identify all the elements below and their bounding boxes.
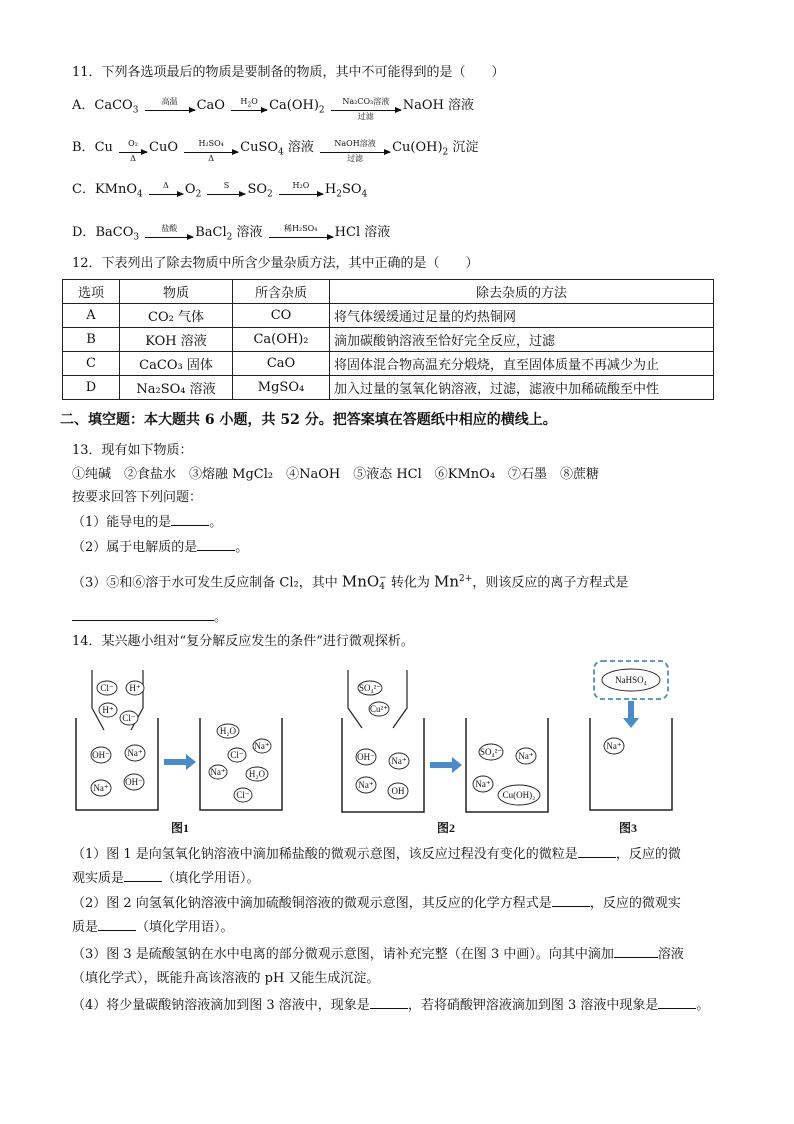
reaction-arrow: Na₂CO₃溶液 过滤 — [331, 101, 401, 111]
reaction-arrow: 盐酸 — [145, 228, 193, 238]
q11-stem: 11．下列各选项最后的物质是要制备的物质，其中不可能得到的是（ ） — [72, 65, 505, 80]
ion-label: NaHSO₄ — [615, 675, 647, 685]
ion-label: Na⁺ — [358, 780, 374, 790]
figure-caption: 图2 — [436, 821, 456, 835]
q14-part3: （3）图 3 是硫酸氢钠在水中电离的部分微观示意图，请补充完整（在图 3 中画）。向其中滴加 溶液 — [72, 947, 684, 962]
table-cell: Ca(OH)₂ — [233, 328, 330, 352]
table-header-cell: 所含杂质 — [233, 280, 330, 304]
answer-blank[interactable] — [658, 996, 696, 1009]
arrow-down-icon — [623, 701, 639, 728]
q13-instruction: 按要求回答下列问题： — [72, 490, 203, 505]
ion-label: OH⁻ — [357, 752, 375, 762]
table-cell: 将气体缓缓通过足量的灼热铜网 — [330, 304, 714, 328]
ion-label: H⁺ — [129, 683, 141, 693]
reaction-arrow: NaOH溶液 过滤 — [320, 143, 390, 153]
answer-blank[interactable] — [124, 869, 162, 882]
ion-label: Cl⁻ — [236, 790, 250, 800]
ion-label: Cl⁻ — [122, 713, 136, 723]
reaction-arrow: 高温 — [145, 101, 195, 111]
ion-label: OH⁻ — [125, 777, 143, 787]
ion-label: Na⁺ — [127, 748, 143, 758]
fig1-left-beaker — [76, 670, 158, 810]
table-cell: 将固体混合物高温充分煅烧，直至固体质量不再减少为止 — [330, 352, 714, 376]
ion-label: OH⁻ — [92, 750, 110, 760]
ion-label: Cl⁻ — [230, 750, 244, 760]
fig2-left-beaker — [342, 670, 424, 812]
reaction-arrow: Δ — [149, 185, 183, 195]
ion-label: Na⁺ — [606, 741, 622, 751]
answer-blank[interactable] — [72, 608, 214, 621]
arrow-right-icon — [430, 757, 462, 773]
table-cell: CO — [233, 304, 330, 328]
q11-option-c: C．KMnO$_4$ Δ $O_2$ S $SO_2$ H₂O $H_2SO_4$ — [72, 180, 368, 200]
table-cell: 加入过量的氢氧化钠溶液，过滤，滤液中加稀硫酸至中性 — [330, 376, 714, 400]
table-cell: MgSO₄ — [233, 376, 330, 400]
table-cell: CO₂ 气体 — [120, 304, 233, 328]
q13-stem: 13．现有如下物质： — [72, 443, 193, 458]
reaction-arrow: $H_2O$ — [231, 101, 267, 111]
answer-blank[interactable] — [171, 513, 209, 526]
ion-label: Cu(OH)₂ — [502, 790, 536, 800]
ion-label: Na⁺ — [254, 741, 270, 751]
ion-label: H₂O — [248, 769, 266, 779]
fig3-beaker — [590, 718, 672, 810]
table-row — [63, 352, 714, 376]
table-cell: A — [63, 304, 120, 328]
table-cell: CaO — [233, 352, 330, 376]
ion-label: Na⁺ — [475, 779, 491, 789]
ion-label: Na⁺ — [518, 751, 534, 761]
ion-label: Cu²⁺ — [370, 704, 388, 714]
ion-label: H₂O — [219, 726, 237, 736]
answer-blank[interactable] — [578, 845, 616, 858]
reaction-arrow: $\frac{\text{H₂SO₄}}{\Delta}$ — [184, 143, 238, 153]
table-header-cell: 物质 — [120, 280, 233, 304]
ion-label: Na⁺ — [391, 756, 407, 766]
reaction-arrow: H₂O — [279, 185, 323, 195]
reaction-arrow: S — [207, 185, 245, 195]
section-heading: 二、填空题：本大题共 6 小题，共 52 分。把答案填在答题纸中相应的横线上。 — [60, 412, 557, 428]
answer-blank[interactable] — [614, 945, 658, 958]
ion-label: Na⁺ — [93, 783, 109, 793]
q13-part3-answer: 。 — [72, 608, 227, 627]
table-row — [63, 304, 714, 328]
ion-label: Na⁺ — [210, 767, 226, 777]
answer-blank[interactable] — [370, 996, 408, 1009]
arrow-right-icon — [164, 754, 196, 770]
ion-label: H⁺ — [102, 705, 114, 715]
q14-part1-cont: 观实质是 （填化学用语）。 — [72, 871, 260, 886]
answer-blank[interactable] — [552, 894, 590, 907]
table-header-row — [63, 280, 714, 304]
q14-part2: （2）图 2 向氢氧化钠溶液中滴加硫酸铜溶液的微观示意图，其反应的化学方程式是 ，反应的微观实 — [72, 896, 681, 911]
q14-part1: （1）图 1 是向氢氧化钠溶液中滴加稀盐酸的微观示意图，该反应过程没有变化的微粒是 ，反应的微 — [72, 847, 681, 862]
q11-option-a: A．CaCO$_3$ 高温 CaO $H_2O$ $Ca(OH)_2$ Na₂CO₃溶液 过滤 NaOH 溶液 — [72, 96, 475, 121]
table-cell: C — [63, 352, 120, 376]
table-cell: D — [63, 376, 120, 400]
q11-option-b: B．Cu $\frac{\text{O₂}}{\Delta}$ CuO $\frac{\text{H₂SO₄}}{\Delta}$ CuSO$_4$ 溶液 NaOH溶液 过滤 $Cu(OH)_2$ 沉淀 — [72, 138, 479, 163]
table-cell: 滴加碳酸钠溶液至恰好完全反应，过滤 — [330, 328, 714, 352]
figure-caption: 图1 — [170, 821, 190, 835]
ion-label: Cl⁻ — [100, 683, 114, 693]
impurity-table — [62, 279, 714, 400]
ion-label: SO₄²⁻ — [358, 683, 382, 693]
q14-part2-cont: 质是 （填化学用语）。 — [72, 920, 234, 935]
q11-option-d: D．BaCO$_3$ 盐酸 BaCl$_2$ 溶液 稀H₂SO₄ HCl 溶液 — [72, 223, 391, 243]
q12-stem: 12．下表列出了除去物质中所含少量杂质方法，其中正确的是（ ） — [72, 256, 479, 271]
reaction-arrow: 稀H₂SO₄ — [269, 228, 333, 238]
q13-part1: （1）能导电的是 。 — [72, 515, 223, 530]
q14-part4: （4）将少量碳酸钠溶液滴加到图 3 溶液中，现象是 ，若将硝酸钾溶液滴加到图 3 溶液中现象是 。 — [72, 998, 710, 1013]
table-cell: CaCO₃ 固体 — [120, 352, 233, 376]
q13-part3: （3）⑤和⑥溶于水可发生反应制备 Cl₂，其中 MnO − 4 转化为 $Mn^{2+}$，则该反应的离子方程式是 — [72, 572, 629, 592]
table-cell: Na₂SO₄ 溶液 — [120, 376, 233, 400]
q13-part2: （2）属于电解质的是 。 — [72, 540, 249, 555]
table-cell: KOH 溶液 — [120, 328, 233, 352]
q14-figures — [0, 655, 794, 840]
table-header-cell: 选项 — [63, 280, 120, 304]
q14-stem: 14．某兴趣小组对“复分解反应发生的条件”进行微观探析。 — [72, 634, 414, 649]
ion-label: SO₄²⁻ — [479, 747, 503, 757]
figure-caption: 图3 — [618, 821, 638, 835]
reaction-arrow: $\frac{\text{O₂}}{\Delta}$ — [119, 143, 147, 153]
q14-part3-cont: （填化学式），既能升高该溶液的 pH 又能生成沉淀。 — [72, 971, 380, 986]
answer-blank[interactable] — [197, 538, 235, 551]
table-cell: B — [63, 328, 120, 352]
ion-label: OH — [391, 786, 405, 796]
answer-blank[interactable] — [98, 918, 136, 931]
table-row — [63, 328, 714, 352]
q13-items: ①纯碱 ②食盐水 ③熔融 MgCl₂ ④NaOH ⑤液态 HCl ⑥KMnO₄ ⑦石墨 ⑧蔗糖 — [72, 467, 600, 482]
table-row — [63, 376, 714, 400]
table-header-cell: 除去杂质的方法 — [330, 280, 714, 304]
